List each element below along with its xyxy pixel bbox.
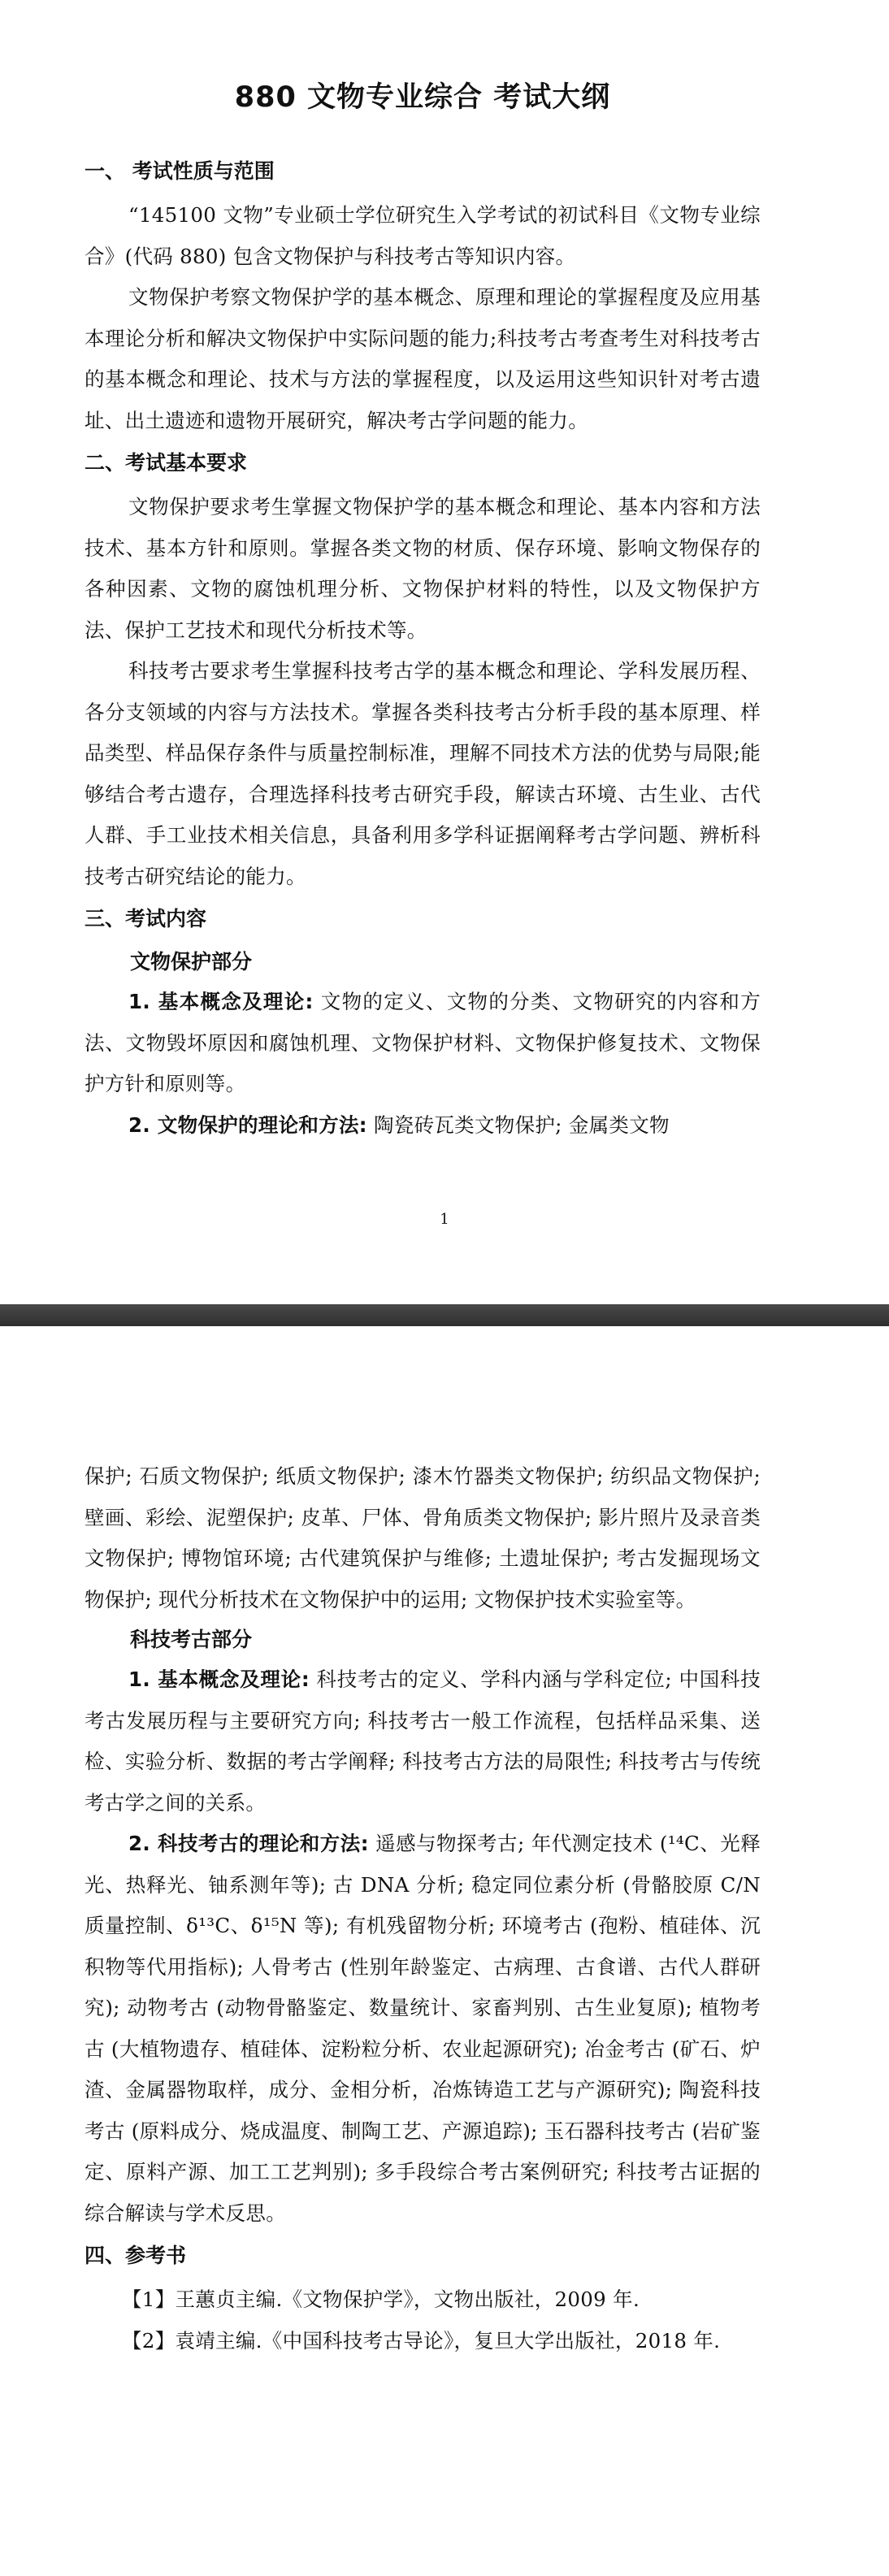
section-2-paragraph-1: 文物保护要求考生掌握文物保护学的基本概念和理论、基本内容和方法技术、基本方针和原则。掌握各类文物的材质、保存环境、影响文物保存的各种因素、文物的腐蚀机理分析、文物保护材料的特性，以及文物保护方法、保护工艺技术和现代分析技术等。 (85, 495, 761, 642)
page-separator (0, 1304, 889, 1326)
part-2-item-2 (85, 1824, 761, 2234)
part-1-item-2-text: 陶瓷砖瓦类文物保护; 金属类文物 (366, 1112, 670, 1137)
section-4-heading: 四、参考书 (85, 2244, 187, 2267)
part-2-item-1 (85, 1659, 761, 1824)
page-2-content (85, 1456, 761, 2361)
document-title: 880 文物专业综合 考试大纲 (234, 81, 611, 114)
part-2-title: 科技考古部分 (130, 1628, 253, 1651)
part-1-item-1 (85, 982, 761, 1105)
part-1-title: 文物保护部分 (130, 950, 253, 974)
page-1-content (85, 75, 761, 1146)
page-2 (0, 1326, 889, 2576)
section-2-paragraph-2: 科技考古要求考生掌握科技考古学的基本概念和理论、学科发展历程、各分支领域的内容与方法技术。掌握各类科技考古分析手段的基本原理、样品类型、样品保存条件与质量控制标准，理解不同技术方法的优势与局限;能够结合考古遗存，合理选择科技考古研究手段，解读古环境、古生业、古代人群、手工业技术相关信息，具备利用多学科证据阐释考古学问题、辨析科技考古研究结论的能力。 (85, 659, 761, 888)
part-1-item-1-label: 1. 基本概念及理论: (128, 990, 314, 1013)
page-number: 1 (440, 1211, 449, 1228)
part-1-item-2-continued: 保护; 石质文物保护; 纸质文物保护; 漆木竹器类文物保护; 纺织品文物保护; 壁画、彩绘、泥塑保护; 皮革、尸体、骨角质类文物保护; 影片照片及录音类文物保护; 博物馆环境; 古代建筑保护与维修; 土遗址保护; 考古发掘现场文物保护; 现代分析技术在文物保护中的运用; 文物保护技术实验室等。 (85, 1464, 761, 1611)
section-1-paragraph-1: “145100 文物”专业硕士学位研究生入学考试的初试科目《文物专业综合》(代码 880) 包含文物保护与科技考古等知识内容。 (85, 203, 761, 268)
section-2-heading: 二、考试基本要求 (85, 451, 248, 475)
reference-1: 【1】王蕙贞主编.《文物保护学》，文物出版社，2009 年. (122, 2288, 640, 2311)
section-3-heading: 三、考试内容 (85, 907, 207, 930)
part-1-item-2 (85, 1105, 761, 1147)
part-2-item-1-label: 1. 基本概念及理论: (128, 1667, 310, 1691)
part-2-item-1-text: 科技考古的定义、学科内涵与学科定位; 中国科技考古发展历程与主要研究方向; 科技考古一般工作流程，包括样品采集、送检、实验分析、数据的考古学阐释; 科技考古方法的局限性; 科技考古与传统考古学之间的关系。 (85, 1667, 761, 1815)
part-2-item-2-label: 2. 科技考古的理论和方法: (128, 1832, 369, 1855)
reference-2: 【2】袁靖主编.《中国科技考古导论》，复旦大学出版社，2018 年. (122, 2328, 721, 2353)
part-1-item-2-label: 2. 文物保护的理论和方法: (128, 1112, 367, 1137)
section-1-paragraph-2: 文物保护考察文物保护学的基本概念、原理和理论的掌握程度及应用基本理论分析和解决文物保护中实际问题的能力;科技考古考查考生对科技考古的基本概念和理论、技术与方法的掌握程度，以及运用这些知识针对考古遗址、出土遗迹和遗物开展研究，解决考古学问题的能力。 (85, 285, 761, 432)
part-2-item-2-text: 遥感与物探考古; 年代测定技术 (¹⁴C、光释光、热释光、铀系测年等); 古 DNA 分析; 稳定同位素分析 (骨骼胶原 C/N 质量控制、δ¹³C、δ¹⁵N 等); 有机残留物分析; 环境考古 (孢粉、植硅体、沉积物等代用指标); 人骨考古 (性别年龄鉴定、古病理、古食谱、古代人群研究); 动物考古 (动物骨骼鉴定、数量统计、家畜判别、古生业复原); 植物考古 (大植物遗存、植硅体、淀粉粒分析、农业起源研究); 冶金考古 (矿石、炉渣、金属器物取样，成分、金相分析，冶炼铸造工艺与产源研究); 陶瓷科技考古 (原料成分、烧成温度、制陶工艺、产源追踪); 玉石器科技考古 (岩矿鉴定、原料产源、加工工艺判别); 多手段综合考古案例研究; 科技考古证据的综合解读与学术反思。 (85, 1832, 761, 2225)
section-1-heading: 一、 考试性质与范围 (85, 159, 275, 183)
part-1-item-1-text: 文物的定义、文物的分类、文物研究的内容和方法、文物毁坏原因和腐蚀机理、文物保护材料、文物保护修复技术、文物保护方针和原则等。 (85, 990, 761, 1095)
